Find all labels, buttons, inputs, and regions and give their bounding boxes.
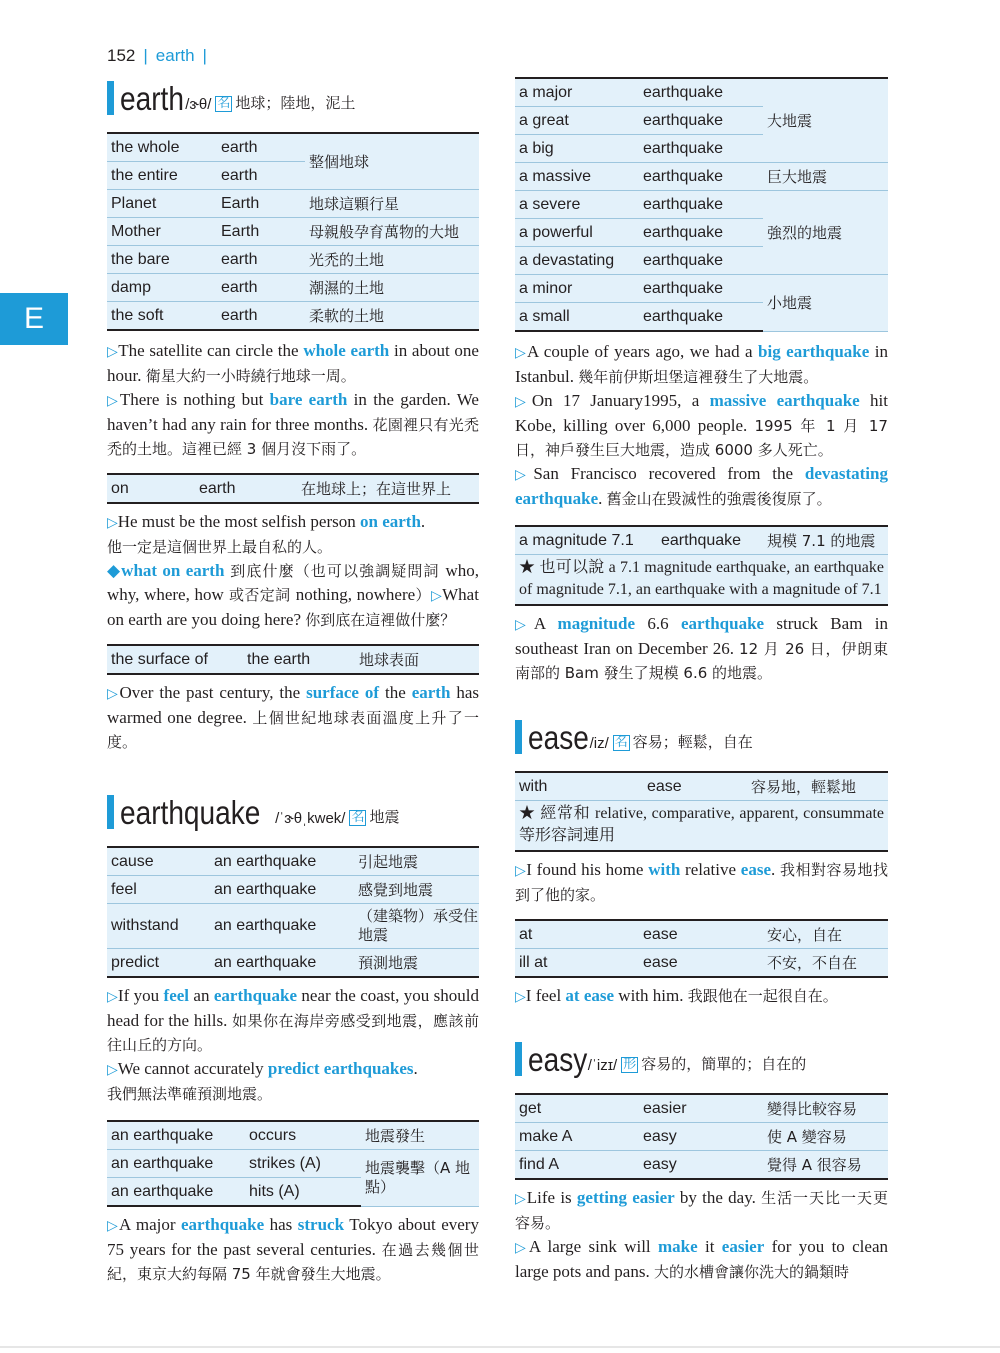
table-cell: earth bbox=[195, 474, 297, 503]
example-marker-icon: ▷ bbox=[107, 1218, 120, 1234]
example-text: feel bbox=[163, 986, 190, 1005]
example-marker-icon: ▷ bbox=[107, 1062, 118, 1078]
example-text: There is nothing but bbox=[119, 390, 270, 409]
example-marker-icon: ▷ bbox=[515, 863, 527, 879]
collocation-table bbox=[515, 525, 888, 606]
example-text: struck bbox=[297, 1215, 345, 1234]
example-text: 我們無法準確預測地震。 bbox=[107, 1085, 273, 1103]
example-text: 我相對容易地找到了他的家。 bbox=[515, 861, 888, 904]
left-column bbox=[107, 74, 479, 1286]
example bbox=[515, 612, 888, 685]
example-text: nothing, nowhere bbox=[295, 585, 416, 604]
pronunciation: /iz/ bbox=[589, 735, 609, 752]
table-cell: an earthquake bbox=[210, 876, 354, 904]
collocation-table bbox=[107, 1120, 479, 1207]
example-text: bare earth bbox=[269, 390, 348, 409]
table-cell: earth bbox=[217, 246, 305, 274]
table-cell: （建築物）承受住地震 bbox=[354, 904, 479, 949]
table-cell: earthquake bbox=[639, 135, 763, 163]
example bbox=[107, 339, 479, 461]
example-text: 6.6 bbox=[635, 614, 681, 633]
table-cell: a minor bbox=[515, 275, 639, 303]
table-cell: easier bbox=[639, 1094, 763, 1123]
table-cell: an earthquake bbox=[107, 1121, 245, 1150]
collocation-table bbox=[107, 846, 479, 978]
example-text: 12 月 26 日，伊朗東南部的 Bam 發生了規模 6.6 的地震。 bbox=[515, 640, 888, 682]
table-cell: the whole bbox=[107, 133, 217, 162]
example-text: massive earthquake bbox=[709, 391, 860, 410]
table-cell: earth bbox=[217, 274, 305, 302]
table-cell: ill at bbox=[515, 949, 639, 978]
gloss: 容易；輕鬆，自在 bbox=[632, 733, 753, 751]
collocation-table bbox=[107, 473, 479, 504]
table-cell: a magnitude 7.1 bbox=[515, 526, 657, 555]
example-marker-icon: ▷ bbox=[430, 588, 443, 604]
letter-tab: E bbox=[0, 293, 68, 345]
collocation-table bbox=[515, 1093, 888, 1180]
headword: earth bbox=[120, 80, 184, 117]
example-marker-icon: ▷ bbox=[515, 1240, 529, 1256]
table-cell: a massive bbox=[515, 163, 639, 191]
table-cell: 地球表面 bbox=[355, 645, 479, 674]
example-text: . bbox=[420, 512, 426, 531]
example-text: 舊金山在毀滅性的強震後復原了。 bbox=[606, 490, 832, 508]
example-text: easier bbox=[721, 1237, 765, 1256]
table-cell: 不安，不自在 bbox=[763, 949, 888, 978]
table-cell: 強烈的地震 bbox=[763, 191, 888, 275]
table-cell: easy bbox=[639, 1151, 763, 1180]
example-text: by the day. bbox=[674, 1188, 762, 1207]
table-cell: 使 A 變容易 bbox=[763, 1123, 888, 1151]
example-text: 如果你在海岸旁感受到地震，應該前往山丘的方向。 bbox=[107, 1012, 479, 1054]
table-cell: Earth bbox=[217, 190, 305, 218]
example bbox=[515, 984, 888, 1009]
table-cell: a small bbox=[515, 303, 639, 332]
table-cell: get bbox=[515, 1094, 639, 1123]
example bbox=[515, 1186, 888, 1284]
table-cell: 容易地，輕鬆地 bbox=[747, 772, 888, 801]
table-cell: a powerful bbox=[515, 219, 639, 247]
table-cell: 小地震 bbox=[763, 275, 888, 332]
example-text: with bbox=[648, 860, 681, 879]
example-text: make bbox=[657, 1237, 698, 1256]
table-cell: Planet bbox=[107, 190, 217, 218]
example-text: 你到底在這裡做什麼？ bbox=[305, 611, 456, 629]
example-text: 生活一天比一天更容易。 bbox=[515, 1189, 888, 1232]
example-text: ease bbox=[740, 860, 771, 879]
example-text: 上個世紀地球表面溫度上升了一度。 bbox=[107, 709, 479, 751]
example-text: 到底什麼（也可以強調疑問詞 bbox=[224, 562, 446, 580]
example-marker-icon: ▷ bbox=[515, 467, 534, 483]
gloss: 地球；陸地，泥土 bbox=[235, 94, 356, 112]
example bbox=[515, 340, 888, 511]
example bbox=[107, 1213, 479, 1286]
example-text: magnitude bbox=[557, 614, 636, 633]
table-cell: a great bbox=[515, 107, 639, 135]
table-cell: earthquake bbox=[639, 219, 763, 247]
example-text: I feel bbox=[525, 986, 566, 1005]
example-text: who, why, where, how bbox=[107, 561, 479, 604]
table-cell: 預測地震 bbox=[354, 949, 479, 978]
collocation-table bbox=[515, 771, 888, 852]
table-cell: ease bbox=[639, 949, 763, 978]
table-cell: 柔軟的土地 bbox=[305, 302, 479, 331]
table-cell: a major bbox=[515, 78, 639, 107]
example bbox=[107, 681, 479, 754]
example-text: A bbox=[533, 614, 558, 633]
example-marker-icon: ▷ bbox=[515, 617, 534, 633]
table-cell: 感覺到地震 bbox=[354, 876, 479, 904]
table-cell: 地球這顆行星 bbox=[305, 190, 479, 218]
collocation-table bbox=[515, 77, 888, 332]
example-text: ◆what on earth bbox=[107, 561, 225, 580]
table-cell: predict bbox=[107, 949, 210, 978]
gloss: 容易的，簡單的；自在的 bbox=[641, 1055, 807, 1073]
table-cell: 覺得 A 很容易 bbox=[763, 1151, 888, 1180]
table-cell: find A bbox=[515, 1151, 639, 1180]
example-text: . bbox=[413, 1059, 418, 1078]
example-text: the bbox=[379, 683, 412, 702]
example-text: 在過去幾個世紀，東京大約每隔 75 年就會發生大地震。 bbox=[107, 1241, 479, 1283]
table-cell: make A bbox=[515, 1123, 639, 1151]
example-text: has warmed one degree. bbox=[107, 683, 479, 727]
table-cell: ease bbox=[643, 772, 747, 801]
example-text: San Francisco recovered from the bbox=[533, 464, 805, 483]
example-marker-icon: ▷ bbox=[107, 393, 120, 409]
example-text: hit Kobe, killing over 6,000 people. bbox=[515, 391, 888, 435]
headword: easy bbox=[528, 1041, 588, 1078]
example-marker-icon: ▷ bbox=[515, 989, 526, 1005]
right-column bbox=[515, 77, 888, 1284]
entry-head-easy bbox=[515, 1035, 888, 1079]
table-cell: an earthquake bbox=[210, 847, 354, 876]
collocation-table bbox=[515, 919, 888, 978]
table-cell: 地震襲擊（A 地點） bbox=[361, 1150, 479, 1207]
part-of-speech: 名 bbox=[351, 810, 365, 825]
example-text: earth bbox=[411, 683, 451, 702]
table-cell: an earthquake bbox=[210, 904, 354, 949]
example-text: ） bbox=[415, 586, 431, 604]
table-cell: 巨大地震 bbox=[763, 163, 888, 191]
table-cell: occurs bbox=[245, 1121, 361, 1150]
example-text: . bbox=[771, 860, 780, 879]
example-text: A major bbox=[119, 1215, 181, 1234]
example-text: in Istanbul. bbox=[515, 342, 888, 386]
example-marker-icon: ▷ bbox=[515, 345, 527, 361]
example-text: relative bbox=[680, 860, 741, 879]
example-text: 幾年前伊斯坦堡這裡發生了大地震。 bbox=[578, 368, 819, 386]
gloss: 地震 bbox=[369, 808, 400, 826]
example-text: earthquake bbox=[181, 1215, 265, 1234]
table-cell: an earthquake bbox=[107, 1150, 245, 1178]
table-cell: earthquake bbox=[639, 107, 763, 135]
table-cell: earthquake bbox=[639, 191, 763, 219]
table-cell: earthquake bbox=[639, 303, 763, 332]
example-text: earthquake bbox=[213, 986, 297, 1005]
table-cell: the bare bbox=[107, 246, 217, 274]
example bbox=[515, 858, 888, 907]
example-text: Life is bbox=[526, 1188, 577, 1207]
example-text: has bbox=[264, 1215, 298, 1234]
example bbox=[107, 984, 479, 1106]
example-text: We cannot accurately bbox=[117, 1059, 268, 1078]
table-cell: withstand bbox=[107, 904, 210, 949]
table-cell: a big bbox=[515, 135, 639, 163]
example-marker-icon: ▷ bbox=[107, 344, 119, 360]
table-cell: 光禿的土地 bbox=[305, 246, 479, 274]
table-cell: earthquake bbox=[639, 78, 763, 107]
collocation-table bbox=[107, 132, 479, 331]
example-text: A large sink will bbox=[528, 1237, 658, 1256]
table-cell: 母親般孕育萬物的大地 bbox=[305, 218, 479, 246]
example-marker-icon: ▷ bbox=[515, 1191, 527, 1207]
table-cell: the entire bbox=[107, 162, 217, 190]
part-of-speech: 名 bbox=[217, 96, 231, 111]
example-text: The satellite can circle the bbox=[118, 341, 304, 360]
example-marker-icon: ▷ bbox=[107, 686, 120, 702]
example-text: whole earth bbox=[303, 341, 390, 360]
example-text: If you bbox=[117, 986, 164, 1005]
table-cell: hits (A) bbox=[245, 1178, 361, 1207]
table-cell: earth bbox=[217, 162, 305, 190]
example-text: . bbox=[598, 489, 607, 508]
example-text: A couple of years ago, we had a bbox=[526, 342, 759, 361]
example-text: on earth bbox=[360, 512, 421, 531]
part-of-speech: 名 bbox=[614, 735, 628, 750]
example-text: surface of bbox=[306, 683, 380, 702]
example-marker-icon: ▷ bbox=[107, 989, 118, 1005]
example bbox=[107, 510, 479, 632]
table-cell: feel bbox=[107, 876, 210, 904]
table-cell: 大地震 bbox=[763, 78, 888, 163]
table-cell: an earthquake bbox=[107, 1178, 245, 1207]
table-cell: earthquake bbox=[657, 526, 763, 555]
table-cell: on bbox=[107, 474, 195, 503]
example-text: I found his home bbox=[526, 860, 649, 879]
table-cell: earthquake bbox=[639, 275, 763, 303]
example-text: struck Bam in southeast Iran on December 26. bbox=[515, 614, 888, 658]
example-text: predict earthquakes bbox=[267, 1059, 414, 1078]
example-text: Over the past century, the bbox=[119, 683, 307, 702]
example-text: near the coast, you should head for the hills. bbox=[107, 986, 480, 1030]
table-cell: 規模 7.1 的地震 bbox=[763, 526, 888, 555]
page-number: 152 bbox=[107, 46, 136, 65]
table-cell: earth bbox=[217, 302, 305, 331]
table-cell: 潮濕的土地 bbox=[305, 274, 479, 302]
table-cell: earthquake bbox=[639, 247, 763, 275]
table-cell: easy bbox=[639, 1123, 763, 1151]
table-cell: ease bbox=[639, 920, 763, 949]
example-text: earthquake bbox=[680, 614, 765, 633]
table-cell: the soft bbox=[107, 302, 217, 331]
table-cell: a severe bbox=[515, 191, 639, 219]
example-text: What on earth are you doing here? bbox=[107, 585, 479, 629]
table-cell: 整個地球 bbox=[305, 133, 479, 190]
example-text: 花園裡只有光禿禿的土地。這裡已經 3 個月沒下雨了。 bbox=[107, 416, 479, 458]
running-head-word: earth bbox=[155, 46, 195, 65]
headword: ease bbox=[528, 719, 589, 756]
example-text: big earthquake bbox=[758, 342, 870, 361]
entry-head-ease bbox=[515, 713, 888, 757]
pronunciation: /ˈɝθˌkwek/ bbox=[275, 810, 346, 827]
example-text: On 17 January1995, a bbox=[531, 391, 710, 410]
table-cell: Earth bbox=[217, 218, 305, 246]
collocation-table bbox=[107, 644, 479, 675]
headword: earthquake bbox=[120, 794, 261, 831]
example-text: 衛星大約一小時繞行地球一周。 bbox=[145, 367, 356, 385]
example-text: an bbox=[189, 986, 214, 1005]
example-text: 或否定詞 bbox=[223, 586, 296, 604]
example-text: He must be the most selfish person bbox=[117, 512, 360, 531]
example-text: 他一定是這個世界上最自私的人。 bbox=[107, 538, 333, 556]
table-cell: earth bbox=[217, 133, 305, 162]
example-text: with him. bbox=[614, 986, 688, 1005]
page-bottom-rule bbox=[0, 1346, 1000, 1348]
example-text: in the garden. We haven’t had any rain for three months. bbox=[107, 390, 479, 434]
running-head: 152 | earth | bbox=[107, 46, 207, 65]
table-cell: 地震發生 bbox=[361, 1121, 479, 1150]
table-cell: ★ 也可以說 a 7.1 magnitude earthquake, an earthquake of magnitude 7.1, an earthquake with a magnitude of 7.1 bbox=[515, 555, 888, 606]
example-text: for you to clean large pots and pans. bbox=[515, 1237, 888, 1281]
example-text: 我跟他在一起很自在。 bbox=[687, 987, 838, 1005]
example-text: in about one hour. bbox=[107, 341, 479, 385]
table-cell: a devastating bbox=[515, 247, 639, 275]
table-cell: 變得比較容易 bbox=[763, 1094, 888, 1123]
table-cell: 引起地震 bbox=[354, 847, 479, 876]
table-cell: the surface of bbox=[107, 645, 243, 674]
table-cell: strikes (A) bbox=[245, 1150, 361, 1178]
example-marker-icon: ▷ bbox=[515, 394, 532, 410]
example-text: getting easier bbox=[576, 1188, 675, 1207]
entry-head-earth bbox=[107, 74, 479, 118]
table-cell: at bbox=[515, 920, 639, 949]
table-cell: 安心，自在 bbox=[763, 920, 888, 949]
table-cell: earthquake bbox=[639, 163, 763, 191]
pronunciation: /ɝθ/ bbox=[185, 96, 212, 113]
pronunciation: /ˈizɪ/ bbox=[587, 1057, 618, 1074]
entry-head-earthquake bbox=[107, 788, 479, 832]
example-text: it bbox=[697, 1237, 722, 1256]
table-cell: cause bbox=[107, 847, 210, 876]
table-cell: ★ 經常和 relative, comparative, apparent, consummate 等形容詞連用 bbox=[515, 801, 888, 852]
example-text: devastating earthquake bbox=[515, 464, 888, 508]
example-marker-icon: ▷ bbox=[107, 515, 118, 531]
example-text: 1995 年 1 月 17 日，神戶發生巨大地震，造成 6000 多人死亡。 bbox=[515, 417, 888, 459]
table-cell: with bbox=[515, 772, 643, 801]
table-cell: Mother bbox=[107, 218, 217, 246]
table-cell: an earthquake bbox=[210, 949, 354, 978]
example-text: at ease bbox=[565, 986, 615, 1005]
table-cell: damp bbox=[107, 274, 217, 302]
example-text: 大的水槽會讓你洗大的鍋類時 bbox=[653, 1263, 849, 1281]
example-text: Tokyo about every 75 years for the past several centuries. bbox=[107, 1215, 479, 1259]
part-of-speech: 形 bbox=[623, 1057, 637, 1072]
table-cell: 在地球上；在這世界上 bbox=[297, 474, 479, 503]
table-cell: the earth bbox=[243, 645, 355, 674]
